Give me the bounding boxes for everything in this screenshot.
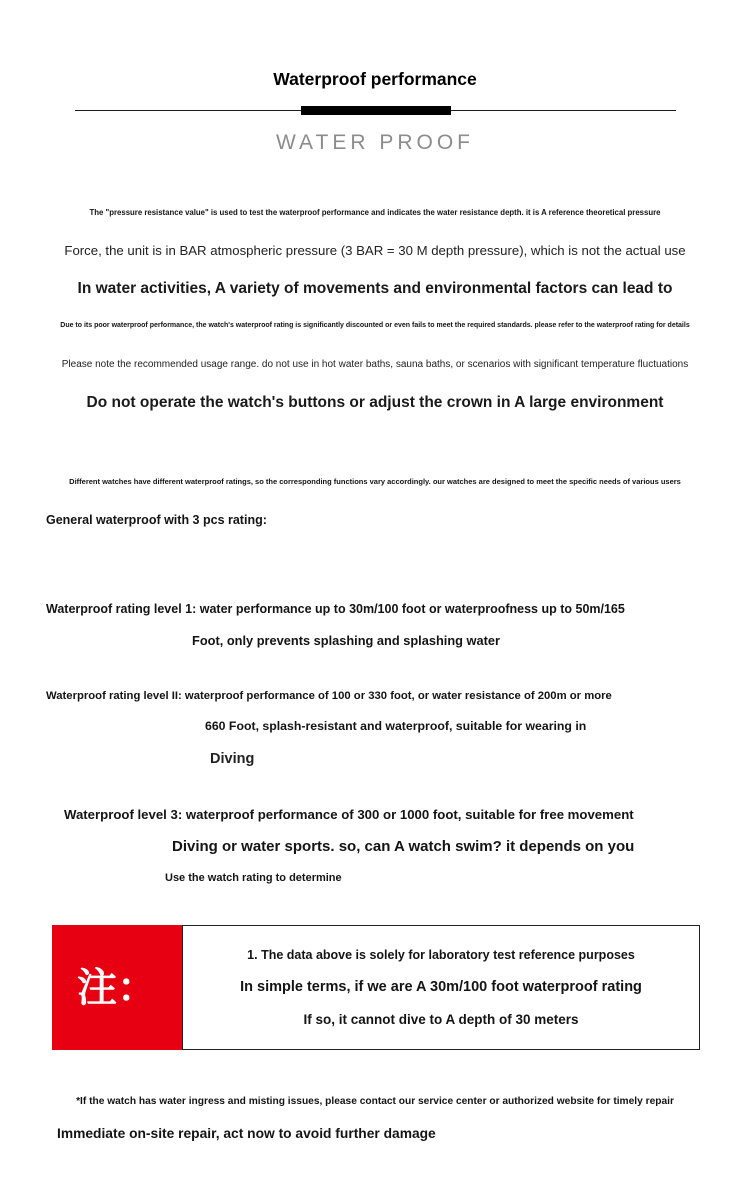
rating-level3-line1: Waterproof level 3: waterproof performance of 300 or 1000 foot, suitable for free movement bbox=[64, 807, 634, 822]
page-subtitle: WATER PROOF bbox=[276, 131, 474, 154]
ratings-heading: General waterproof with 3 pcs rating: bbox=[46, 513, 267, 527]
intro-line-pressure-value: The "pressure resistance value" is used to test the waterproof performance and indicates the water resistance depth. it is A reference theoretical pressure bbox=[89, 208, 661, 217]
intro-line-water-activities: In water activities, A variety of movements and environmental factors can lead to bbox=[77, 280, 673, 297]
rating-level3-line2: Diving or water sports. so, can A watch swim? it depends on you bbox=[172, 838, 635, 855]
rating-level1-line1: Waterproof rating level 1: water performance up to 30m/100 foot or waterproofness up to 50m/165 bbox=[46, 602, 625, 616]
rating-level1-line2: Foot, only prevents splashing and splashing water bbox=[192, 633, 500, 648]
note-label: 注： bbox=[77, 965, 157, 1010]
rating-level3-line3: Use the watch rating to determine bbox=[165, 872, 342, 884]
intro-line-different-ratings: Different watches have different waterproof ratings, so the corresponding functions vary accordingly. our watches are designed to meet the specific needs of various users bbox=[69, 477, 681, 486]
rating-level2-line2: 660 Foot, splash-resistant and waterproof, suitable for wearing in bbox=[205, 719, 587, 733]
note-accent-box bbox=[52, 925, 182, 1050]
note-box bbox=[182, 925, 700, 1050]
intro-line-bar-unit: Force, the unit is in BAR atmospheric pressure (3 BAR = 30 M depth pressure), which is not the actual use bbox=[64, 243, 686, 258]
intro-line-usage-range: Please note the recommended usage range. do not use in hot water baths, sauna baths, or scenarios with significant temperature fluctuations bbox=[61, 359, 689, 370]
footer-service-line: *If the watch has water ingress and misting issues, please contact our service center or authorized website for timely repair bbox=[76, 1096, 674, 1107]
note-line-2: In simple terms, if we are A 30m/100 foot waterproof rating bbox=[240, 979, 642, 995]
intro-line-do-not-operate: Do not operate the watch's buttons or adjust the crown in A large environment bbox=[86, 394, 664, 411]
page-title: Waterproof performance bbox=[273, 69, 477, 89]
intro-line-rating-discount: Due to its poor waterproof performance, the watch's waterproof rating is significantly discounted or even fails to meet the required standards. please refer to the waterproof rating for details bbox=[60, 322, 690, 329]
title-divider bbox=[75, 106, 676, 115]
note-line-3: If so, it cannot dive to A depth of 30 meters bbox=[303, 1012, 579, 1027]
divider-accent-bar bbox=[301, 106, 451, 115]
note-line-1: 1. The data above is solely for laboratory test reference purposes bbox=[247, 948, 635, 962]
footer-repair-line: Immediate on-site repair, act now to avoid further damage bbox=[57, 1126, 436, 1141]
rating-level2-line3: Diving bbox=[210, 751, 255, 767]
rating-level2-line1: Waterproof rating level II: waterproof performance of 100 or 330 foot, or water resistance of 200m or more bbox=[46, 690, 612, 702]
